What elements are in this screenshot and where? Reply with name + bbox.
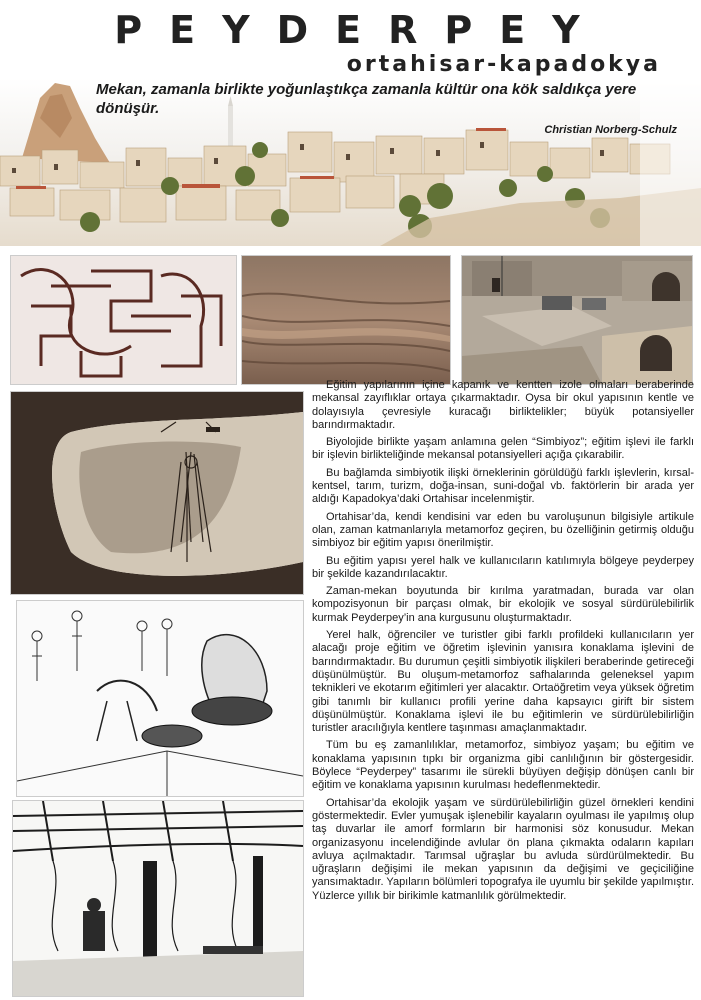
article-body xyxy=(312,379,694,907)
abstract-line-sketch xyxy=(10,255,237,385)
pergola-sketch xyxy=(12,800,304,997)
paragraph: Ortahisar’da ekolojik yaşam ve sürdürülebilirliğin güzel örnekleri kendini göstermektedir. Evler yumuşak işlenebilir kayaların oyulması ile yapılmış olup taş duvarlar ile amorf formların bir harmonisi söz konusudur. Mekan organizasyonu incelendiğinde avlular ön plana çıkmakta odaların kapıları avluya açılmaktadır. Tarımsal uğraşlar bu avluda sürdürülmektedir. Bu uğraşların değişimi ile mekan yapısının da değişimi ve geçiciliğine yansımaktadır. Yapıların bölümleri topografya ile uyumlu bir şekilde yapılmıştır. Yüzlerce yıllık bir birikimle katmanlılık görülmektedir. xyxy=(312,796,694,902)
rooftop-village-photo xyxy=(461,255,693,385)
epigraph-quote: Mekan, zamanla birlikte yoğunlaştıkça zamanla kültür ona kök saldıkça yere dönüşür. xyxy=(96,81,637,117)
paragraph: Bu eğitim yapısı yerel halk ve kullanıcıların katılımıyla bölgeye peyderpey bir şekilde kazandırılacaktır. xyxy=(312,554,694,580)
paragraph: Yerel halk, öğrenciler ve turistler gibi farklı profildeki kullanıcıların yer alacağı proje eğitim ve öğretim işlevinin yanısıra konaklama işlevini de barındırmaktadır. Bu durumun çeşitli simbiyotik ilişkileri beraberinde getireceği düşünülmüştür. Bu oluşum-metamorfoz safhalarında geleneksel yapım teknikleri ve ekotarım eğitimleri yer alacaktır. Ortaöğretim veya yüksek öğretim gibi tanımlı bir kullanıcı profili yerine daha kapsayıcı girift bir sistem düşünülmüştür. Konaklama işlevi ile bu eğitimlerin ve sürdürülebilirliğin turistler aracılığıyla kentlere taşınması amaçlanmaktadır. xyxy=(312,629,694,735)
paragraph: Eğitim yapılarının içine kapanık ve kentten izole olmaları beraberinde mekansal zayıflıklar ortaya çıkarmaktadır. Oysa bir okul yapısının kentle ve dolayısıyla çevresiyle kuracağı birliktelikler; büyük potansiyeller barındırmaktadır. xyxy=(312,379,694,431)
rock-strata-photo xyxy=(241,255,451,385)
paragraph: Biyolojide birlikte yaşam anlamına gelen “Simbiyoz”; eğitim işlevi ile farklı bir işlevin birlikteliğinde mekansal potansiyelleri açığa çıkarabilir. xyxy=(312,436,694,462)
quote-author: Christian Norberg-Schulz xyxy=(544,124,677,136)
villagers-sketch xyxy=(16,600,304,797)
cave-sketch xyxy=(10,391,304,595)
paragraph: Tüm bu eş zamanlılıklar, metamorfoz, simbiyoz yaşam; bu eğitim ve konaklama yapısının tıpkı bir organizma gibi canlılığının bir göstergesidir. Böylece “Peyderpey” tasarımı ile sürekli büyüyen değişip dönüşen canlı bir eğitim ve konaklama yapısının kurulması hedeflenmektedir. xyxy=(312,739,694,792)
paragraph: Bu bağlamda simbiyotik ilişki örneklerinin görüldüğü farklı işlevlerin, kırsal-kentsel, tarım, turizm, doğa-insan, suni-doğal vb. faktörlerin bir arada yer aldığı Kapadokya’daki Ortahisar incelenmiştir. xyxy=(312,466,694,506)
page-subtitle: ortahisar-kapadokya xyxy=(346,52,661,77)
paragraph: Zaman-mekan boyutunda bir kırılma yaratmadan, burada var olan kompozisyonun bir parçası olmak, bir ekolojik ve sosyal sürdürülebilirlik kurmak Peyderpey’in ana kurgusunu oluşturmaktadır. xyxy=(312,585,694,624)
page-title: PEYDERPEY xyxy=(114,8,607,52)
paragraph: Ortahisar’da, kendi kendisini var eden bu varoluşunun bilgisiyle artikule olan, zaman katmanlarıyla metamorfoz geçiren, bu özelliğinin getirmiş olduğu simbiyoz bir eğitim yapısı önerilmiştir. xyxy=(312,510,694,550)
